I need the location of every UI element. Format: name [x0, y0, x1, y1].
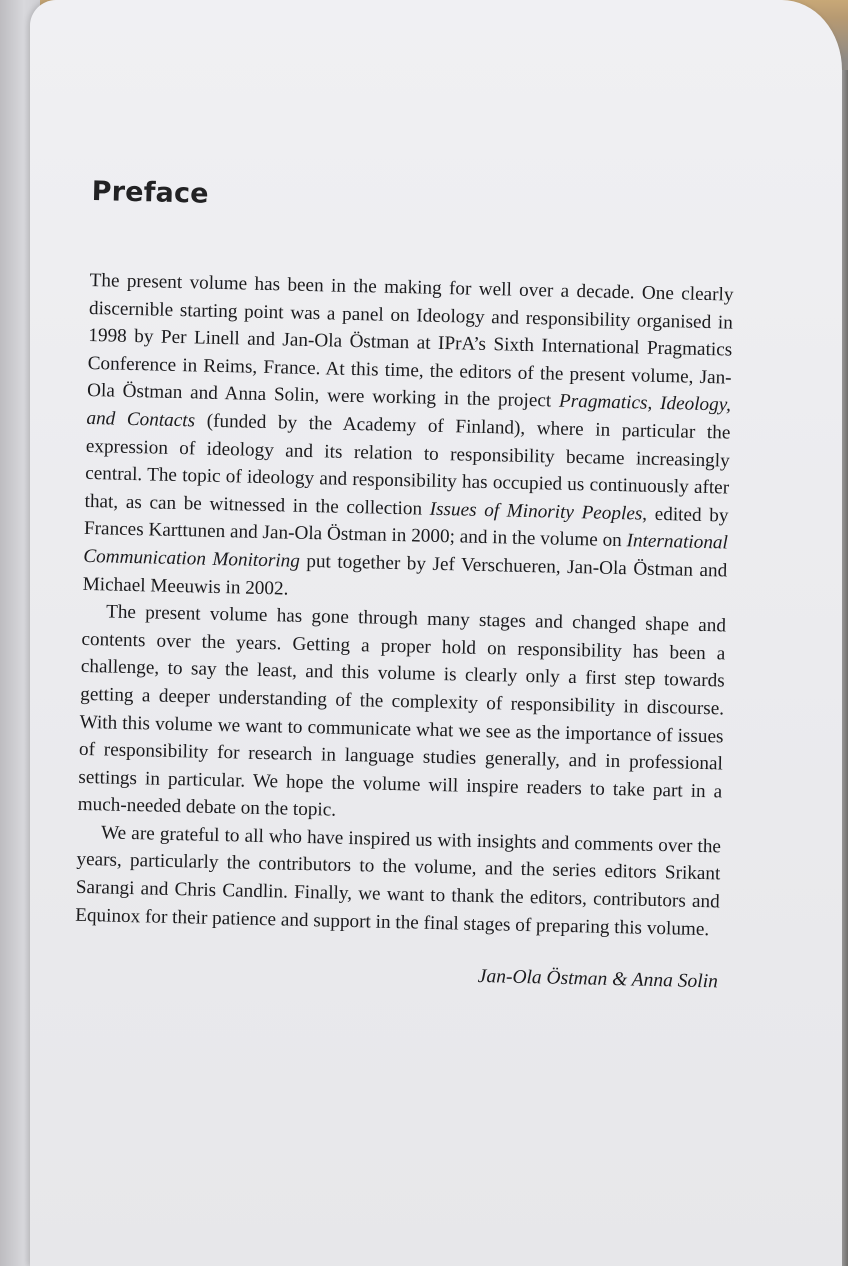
book-page: [30, 0, 842, 1266]
paragraph-1: [82, 267, 733, 613]
collection-title: Issues of Minority Peoples: [429, 498, 643, 525]
page-content: [74, 176, 736, 994]
signature: Jan-Ola Östman & Anna Solin: [477, 966, 719, 993]
paragraph-3: We are grateful to all who have inspired us with insights and comments over the years, particularly the contributors to the volume, and the series editors Srikant Sarangi and Chris Candlin. Finally, we want to thank the editors, contributors and Equinox for their patience and support in the final stages of preparing this volume.: [74, 822, 722, 940]
project-title: Pragmatics, Ideology, and Contacts: [86, 391, 732, 432]
paragraph-2: The present volume has gone through many stages and changed shape and contents over the years. Getting a proper hold on responsibility has been a challenge, to say the least, and this volume is clearly only a first step towards getting a deeper understanding of the complexity of responsibility in discourse. With this volume we want to communicate what we see as the importance of issues of responsibility for research in language studies generally, and in professional settings in particular. We hope the volume will inspire readers to take part in a much-needed debate on the topic.: [77, 601, 727, 821]
volume-title: International Communication Monitoring: [83, 530, 729, 572]
paragraph-1-text-2: (funded by the Academy of Finland), where in particular the expression of ideology and its relation to responsibility became increasingly central. The topic of ideology and responsibility has occupied us continuously after that, as can be witnessed in the collection: [84, 410, 731, 520]
paragraph-1-text-3: , edited by Frances Karttunen and Jan-Ola Östman in 2000; and in the volume on: [83, 503, 729, 552]
paragraph-1-text-1: The present volume has been in the making for well over a decade. One clearly discernible starting point was a panel on Ideology and responsibility organised in 1998 by Per Linell and Jan-Ola Östman at IPrA’s Sixth International Pragmatics Conference in Reims, France. At this time, the editors of the present volume, Jan-Ola Östman and Anna Solin, were working in the project: [86, 269, 734, 413]
page-title: Preface: [91, 176, 210, 210]
paragraph-1-text-4: put together by Jef Verschueren, Jan-Ola Östman and Michael Meeuwis in 2002.: [82, 550, 728, 600]
